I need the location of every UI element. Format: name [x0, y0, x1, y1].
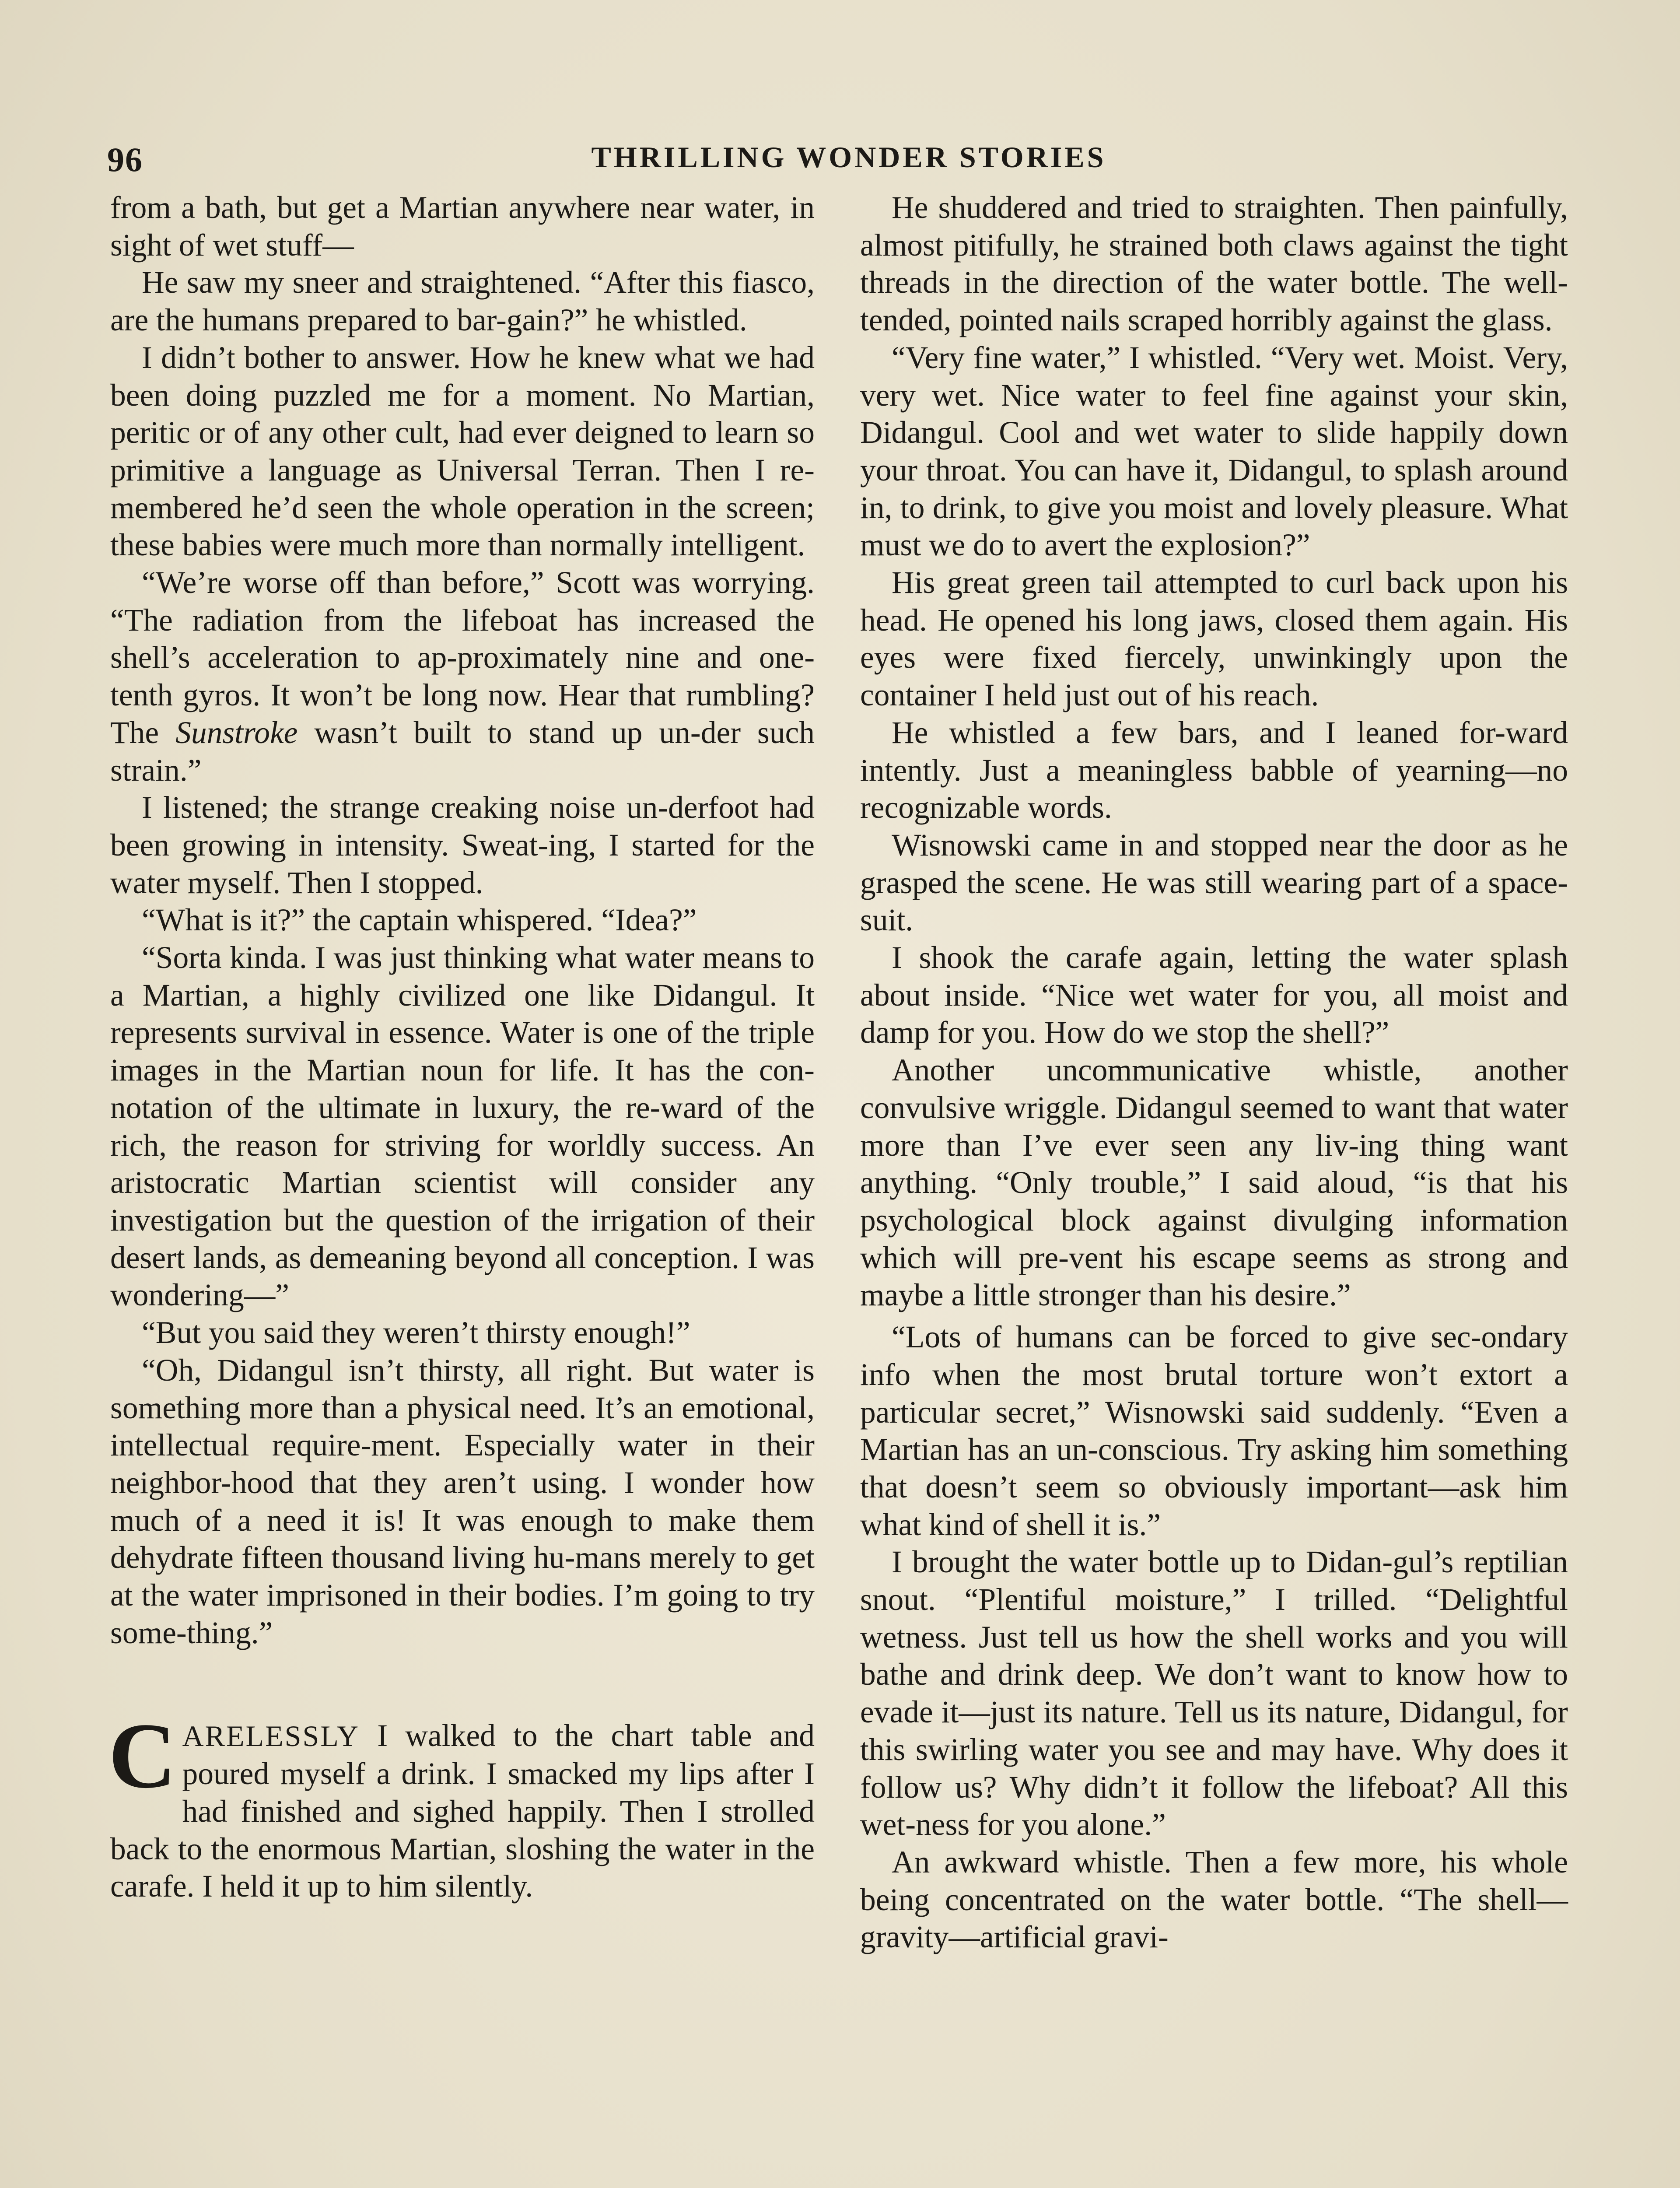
paragraph: I shook the carafe again, letting the water splash about inside. “Nice wet water for you, all moist and damp for you. How do we stop the shell?”: [860, 940, 1568, 1050]
text-span: wasn’t built to stand up un-der such strain.”: [110, 715, 815, 788]
paragraph: He shuddered and tried to straighten. Then painfully, almost pitifully, he strained both claws against the tight threads in the direction of the water bottle. The well-tended, pointed nails scraped horribly against the glass.: [860, 190, 1568, 338]
section-paragraph: [108, 1704, 815, 1905]
paragraph: Wisnowski came in and stopped near the door as he grasped the scene. He was still wearing part of a space-suit.: [860, 828, 1568, 938]
paragraph: I brought the water bottle up to Didan-gul’s reptilian snout. “Plentiful moisture,” I trilled. “Delightful wetness. Just tell us how the shell works and you will bathe and drink deep. We don’t want to know how to evade it—just its nature. Tell us its nature, Didangul, for this swirling water you see and may have. Why does it follow us? Why didn’t it follow the lifeboat? All this wet-ness for you alone.”: [860, 1545, 1568, 1842]
text-span: “We’re worse off than before,” Scott was worrying. “The radiation from the lifeboat has increased the shell’s acceleration to ap-proximately nine and one-tenth gyros. It won’t be long now. Hear that rumbling? The: [110, 565, 815, 750]
paragraph: [110, 564, 815, 789]
paragraph: “Sorta kinda. I was just thinking what water means to a Martian, a highly civilized one like Didangul. It represents survival in essence. Water is one of the triple images in the Martian noun for life. It has the con-notation of the ultimate in luxury, the re-ward of the rich, the reason for striving for worldly success. An aristocratic Martian scientist will consider any investigation but the question of the irrigation of their desert lands, as demeaning beyond all conception. I was wondering—”: [110, 940, 815, 1313]
drop-cap: C: [108, 1704, 176, 1808]
paragraph: “Very fine water,” I whistled. “Very wet. Moist. Very, very wet. Nice water to feel fine against your skin, Didangul. Cool and wet water to slide happily down your throat. You can have it, Didangul, to splash around in, to drink, to give you moist and lovely pleasure. What must we do to avert the explosion?”: [860, 340, 1568, 563]
paragraph: from a bath, but get a Martian anywhere near water, in sight of wet stuff—: [110, 190, 815, 263]
page-number: 96: [107, 140, 143, 179]
left-column: [110, 189, 815, 1905]
paragraph: His great green tail attempted to curl back upon his head. He opened his long jaws, closed them again. His eyes were fixed fiercely, unwinkingly upon the container I held just out of his reach.: [860, 565, 1568, 713]
paragraph: Another uncommunicative whistle, another convulsive wriggle. Didangul seemed to want that water more than I’ve ever seen any liv-ing thing want anything. “Only trouble,” I said aloud, “is that his psychological block against divulging information which will pre-vent his escape seems as strong and maybe a little stronger than his desire.”: [860, 1053, 1568, 1313]
paragraph: “Lots of humans can be forced to give sec-ondary info when the most brutal torture won’t extort a particular secret,” Wisnowski said suddenly. “Even a Martian has an un-conscious. Try asking him something that doesn’t seem so obviously important—ask him what kind of shell it is.”: [860, 1320, 1568, 1542]
paragraph: He saw my sneer and straightened. “After this fiasco, are the humans prepared to bar-gain?” he whistled.: [110, 265, 815, 338]
text-span: I walked to the chart table and poured myself a drink. I smacked my lips after I had finished and sighed happily. Then I strolled back to the enormous Martian, sloshing the water in the carafe. I held it up to him silently.: [110, 1718, 815, 1904]
lead-in-caps: ARELESSLY: [182, 1719, 360, 1753]
paragraph: I didn’t bother to answer. How he knew what we had been doing puzzled me for a moment. No Martian, peritic or of any other cult, had ever deigned to learn so primitive a language as Universal Terran. Then I re-membered he’d seen the whole operation in the screen; these babies were much more than normally intelligent.: [110, 340, 815, 563]
ship-name: Sunstroke: [175, 715, 298, 750]
paragraph: “Oh, Didangul isn’t thirsty, all right. But water is something more than a physical need. It’s an emotional, intellectual require-ment. Especially water in their neighbor-hood that they aren’t using. I wonder how much of a need it is! It was enough to make them dehydrate fifteen thousand living hu-mans merely to get at the water imprisoned in their bodies. I’m going to try some-thing.”: [110, 1353, 815, 1650]
paragraph: An awkward whistle. Then a few more, his whole being concentrated on the water bottle. “The shell—gravity—artificial gravi-: [860, 1844, 1568, 1955]
paragraph: “What is it?” the captain whispered. “Idea?”: [142, 903, 697, 938]
paragraph: He whistled a few bars, and I leaned for-ward intently. Just a meaningless babble of yearning—no recognizable words.: [860, 715, 1568, 825]
paragraph: “But you said they weren’t thirsty enough!”: [142, 1315, 690, 1350]
paragraph: I listened; the strange creaking noise un-derfoot had been growing in intensity. Sweat-ing, I started for the water myself. Then I stopped.: [110, 790, 815, 900]
running-title: THRILLING WONDER STORIES: [591, 140, 1106, 174]
right-column: [860, 189, 1568, 1956]
